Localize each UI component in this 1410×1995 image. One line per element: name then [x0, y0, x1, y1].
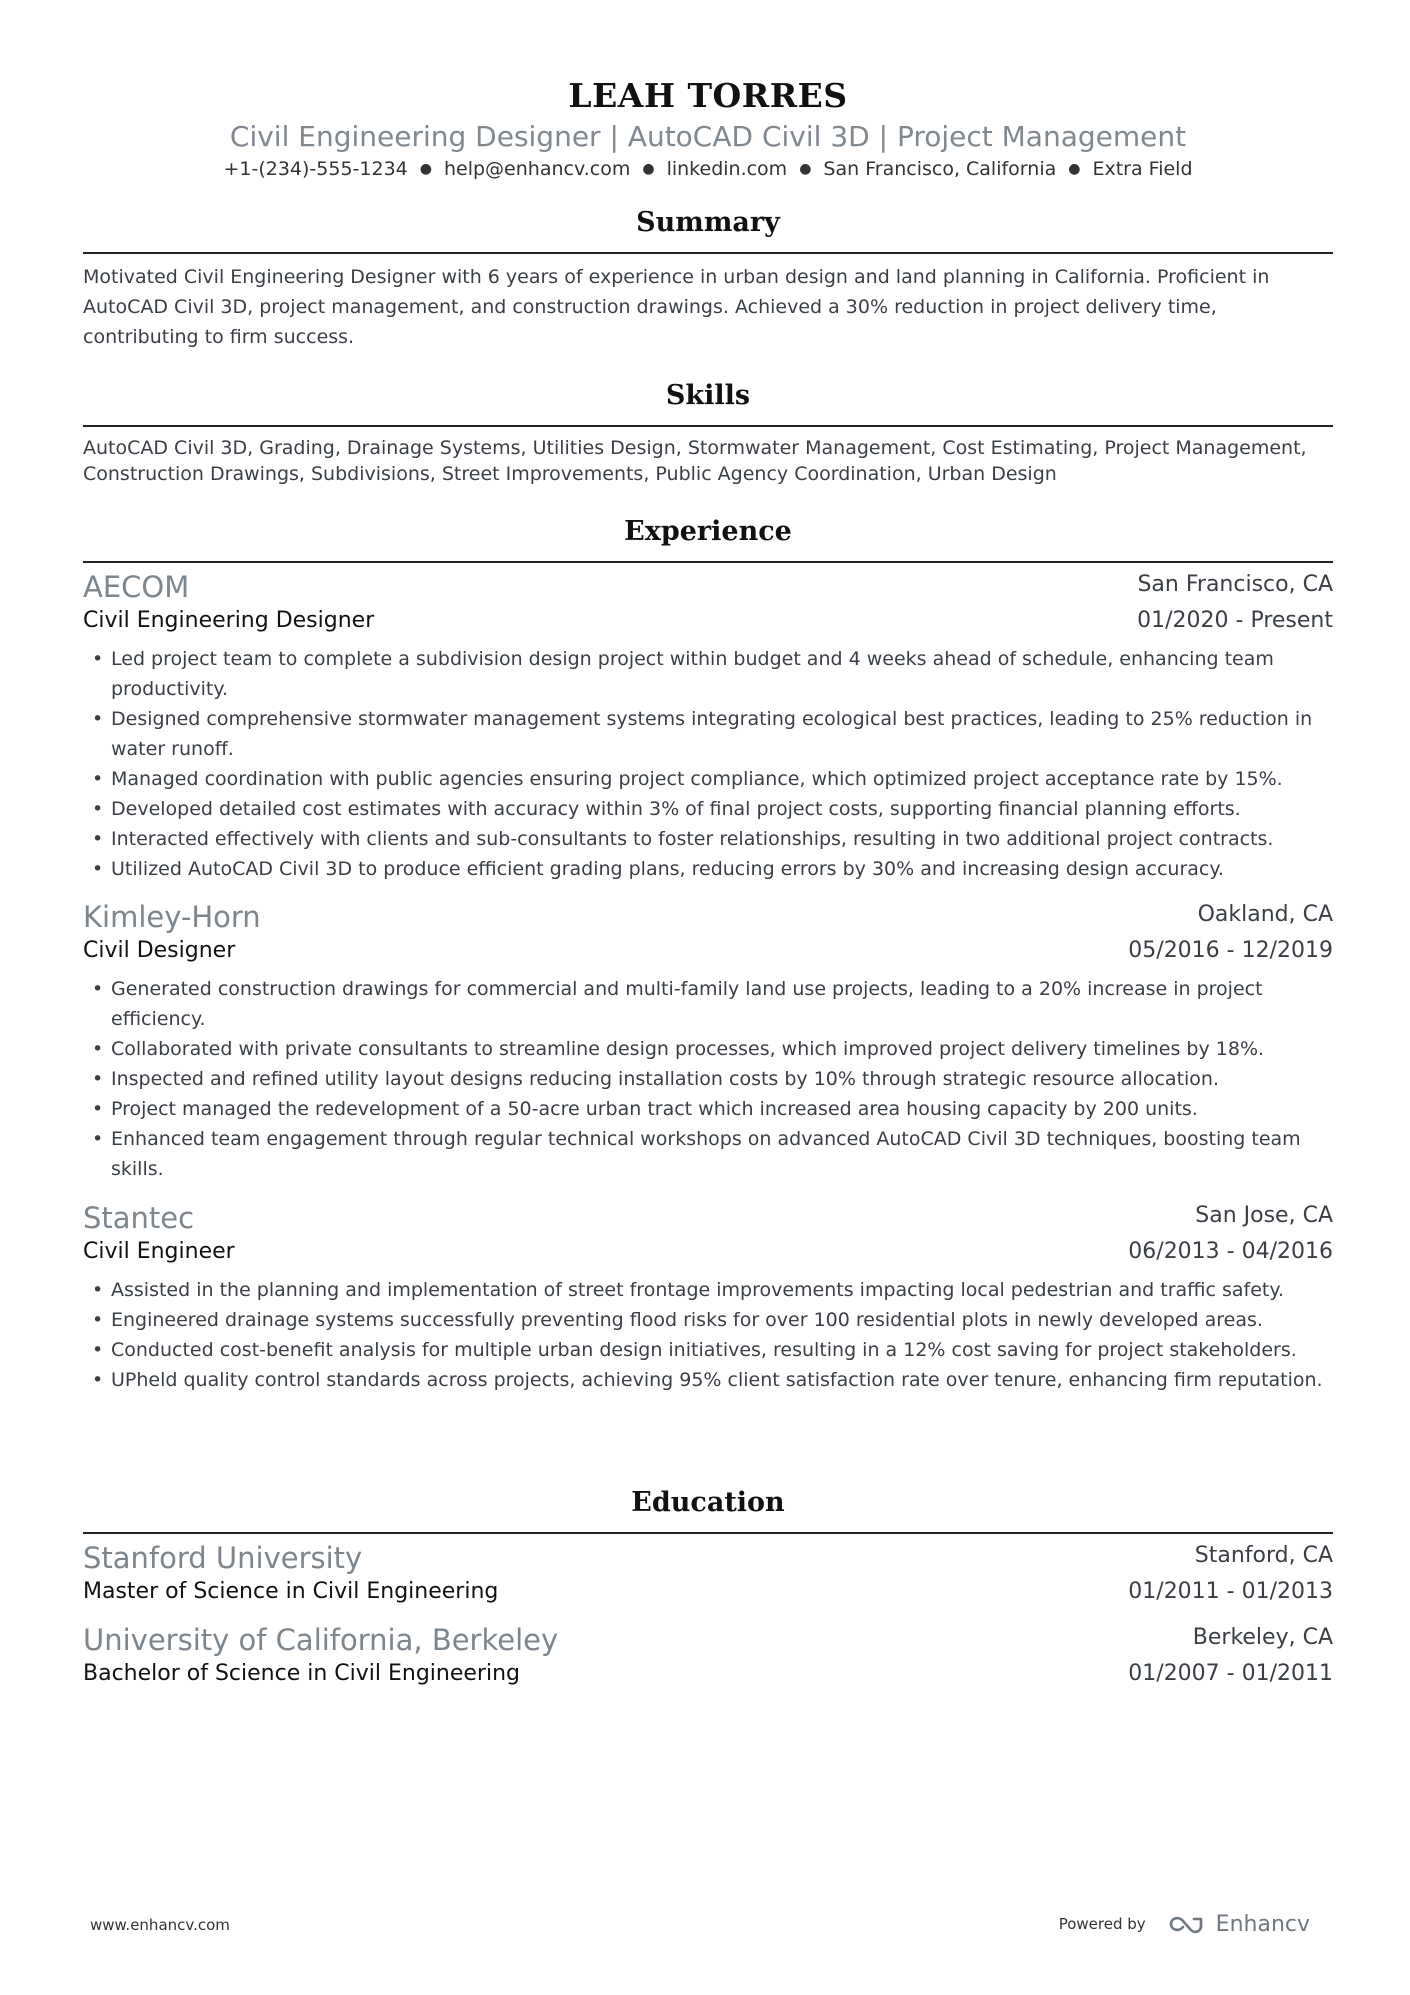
summary-text: Motivated Civil Engineering Designer with 6 years of experience in urban design and land planning in California. Proficient in AutoCAD Civil 3D, project management, and construction drawings. Achieved a 30% reduction in project delivery time, contributing to firm success.: [83, 266, 1270, 348]
experience-entry: [83, 570, 1333, 884]
bullet-item: [83, 1305, 1333, 1335]
job-dates: 01/2020 - Present: [1137, 608, 1333, 633]
job-dates: 05/2016 - 12/2019: [1128, 938, 1333, 963]
enhancv-logo-icon: [1168, 1913, 1210, 1935]
bullet-text: Collaborated with private consultants to streamline design processes, which improved project delivery timelines by 18%.: [111, 1038, 1265, 1060]
bullet-item: [83, 1034, 1333, 1064]
bullet-icon: •: [92, 828, 104, 850]
contact-phone: +1-(234)-555-1234: [223, 158, 408, 180]
bullet-text: Conducted cost-benefit analysis for multiple urban design initiatives, resulting in a 12% cost saving for project stakeholders.: [111, 1339, 1297, 1361]
bullet-icon: •: [92, 978, 104, 1000]
bullet-item: [83, 1275, 1333, 1305]
bullet-icon: •: [92, 768, 104, 790]
bullet-item: [83, 854, 1333, 884]
bullet-text: Project managed the redevelopment of a 50-acre urban tract which increased area housing capacity by 200 units.: [111, 1098, 1198, 1120]
education-dates: 01/2007 - 01/2011: [1128, 1661, 1333, 1686]
company-name: Kimley-Horn: [83, 900, 261, 934]
school-name: Stanford University: [83, 1541, 363, 1575]
job-dates: 06/2013 - 04/2016: [1128, 1239, 1333, 1264]
bullet-icon: •: [92, 798, 104, 820]
experience-entry: [83, 900, 1333, 1184]
bullet-item: [83, 1365, 1333, 1395]
bullet-item: [83, 764, 1333, 794]
bullet-icon: •: [92, 708, 104, 730]
bullet-icon: •: [92, 1279, 104, 1301]
bullet-text: Developed detailed cost estimates with accuracy within 3% of final project costs, supporting financial planning efforts.: [111, 798, 1241, 820]
bullet-icon: •: [92, 1068, 104, 1090]
powered-by-label: Powered by: [1058, 1915, 1146, 1933]
job-location: Oakland, CA: [1197, 902, 1333, 927]
bullet-text: Generated construction drawings for commercial and multi-family land use projects, leading to a 20% increase in project efficiency.: [111, 978, 1263, 1030]
bullet-text: Managed coordination with public agencies ensuring project compliance, which optimized project acceptance rate by 15%.: [111, 768, 1283, 790]
bullet-text: Utilized AutoCAD Civil 3D to produce efficient grading plans, reducing errors by 30% and increasing design accuracy.: [111, 858, 1224, 880]
separator-dot-icon: ●: [1068, 161, 1081, 177]
bullet-item: [83, 1064, 1333, 1094]
job-bullets: [83, 644, 1333, 884]
skills-text: AutoCAD Civil 3D, Grading, Drainage Systems, Utilities Design, Stormwater Management, Cost Estimating, Project Management, Construction Drawings, Subdivisions, Street Improvements, Public Agency Coordination, Urban Design: [83, 437, 1307, 485]
footer-website-link[interactable]: www.enhancv.com: [90, 1916, 230, 1934]
candidate-name: LEAH TORRES: [568, 76, 848, 115]
degree-name: Master of Science in Civil Engineering: [83, 1579, 499, 1604]
candidate-headline: Civil Engineering Designer | AutoCAD Civil 3D | Project Management: [229, 120, 1187, 153]
bullet-item: [83, 644, 1333, 704]
bullet-text: Engineered drainage systems successfully preventing flood risks for over 100 residential plots in newly developed areas.: [111, 1309, 1263, 1331]
bullet-text: Led project team to complete a subdivision design project within budget and 4 weeks ahead of schedule, enhancing team productivity.: [111, 648, 1274, 700]
separator-dot-icon: ●: [799, 161, 812, 177]
degree-name: Bachelor of Science in Civil Engineering: [83, 1661, 520, 1686]
enhancv-brand-link[interactable]: [1168, 1912, 1310, 1937]
experience-divider: [83, 561, 1333, 563]
footer-branding: [1059, 1908, 1310, 1940]
job-title: Civil Engineering Designer: [83, 608, 375, 633]
bullet-icon: •: [92, 1309, 104, 1331]
bullet-icon: •: [92, 858, 104, 880]
summary-divider: [83, 252, 1333, 254]
contact-linkedin: linkedin.com: [666, 158, 788, 180]
school-name: University of California, Berkeley: [83, 1623, 559, 1657]
bullet-icon: •: [92, 648, 104, 670]
bullet-text: Interacted effectively with clients and sub-consultants to foster relationships, resulting in two additional project contracts.: [111, 828, 1274, 850]
school-location: Stanford, CA: [1194, 1543, 1333, 1568]
education-dates: 01/2011 - 01/2013: [1128, 1579, 1333, 1604]
bullet-item: [83, 824, 1333, 854]
brand-name: Enhancv: [1215, 1911, 1310, 1937]
contact-email: help@enhancv.com: [443, 158, 631, 180]
skills-divider: [83, 425, 1333, 427]
bullet-icon: •: [92, 1038, 104, 1060]
bullet-icon: •: [92, 1339, 104, 1361]
bullet-text: Inspected and refined utility layout designs reducing installation costs by 10% through strategic resource allocation.: [111, 1068, 1220, 1090]
bullet-item: [83, 1335, 1333, 1365]
bullet-text: UPheld quality control standards across projects, achieving 95% client satisfaction rate over tenure, enhancing firm reputation.: [111, 1369, 1323, 1391]
school-location: Berkeley, CA: [1192, 1625, 1333, 1650]
bullet-item: [83, 704, 1333, 764]
company-name: AECOM: [83, 570, 190, 604]
bullet-item: [83, 1124, 1333, 1184]
education-divider: [83, 1532, 1333, 1534]
skills-heading: Skills: [665, 380, 751, 411]
bullet-text: Assisted in the planning and implementation of street frontage improvements impacting local pedestrian and traffic safety.: [111, 1279, 1284, 1301]
bullet-item: [83, 794, 1333, 824]
contact-location: San Francisco, California: [823, 158, 1057, 180]
bullet-text: Designed comprehensive stormwater management systems integrating ecological best practices, leading to 25% reduction in water runoff.: [111, 708, 1313, 760]
bullet-icon: •: [92, 1128, 104, 1150]
job-title: Civil Engineer: [83, 1239, 235, 1264]
separator-dot-icon: ●: [642, 161, 655, 177]
education-entry: [83, 1623, 1333, 1695]
bullet-item: [83, 974, 1333, 1034]
summary-heading: Summary: [636, 207, 780, 238]
bullet-text: Enhanced team engagement through regular technical workshops on advanced AutoCAD Civil 3D techniques, boosting team skills.: [111, 1128, 1301, 1180]
education-entry: [83, 1541, 1333, 1613]
bullet-icon: •: [92, 1369, 104, 1391]
job-location: San Jose, CA: [1195, 1203, 1333, 1228]
experience-heading: Experience: [624, 516, 792, 547]
bullet-icon: •: [92, 1098, 104, 1120]
job-title: Civil Designer: [83, 938, 236, 963]
contact-line: [83, 158, 1333, 180]
separator-dot-icon: ●: [419, 161, 432, 177]
bullet-item: [83, 1094, 1333, 1124]
contact-extra-field: Extra Field: [1092, 158, 1193, 180]
education-heading: Education: [631, 1487, 785, 1518]
job-location: San Francisco, CA: [1137, 572, 1333, 597]
job-bullets: [83, 1275, 1333, 1395]
job-bullets: [83, 974, 1333, 1184]
company-name: Stantec: [83, 1201, 195, 1235]
experience-entry: [83, 1201, 1333, 1395]
